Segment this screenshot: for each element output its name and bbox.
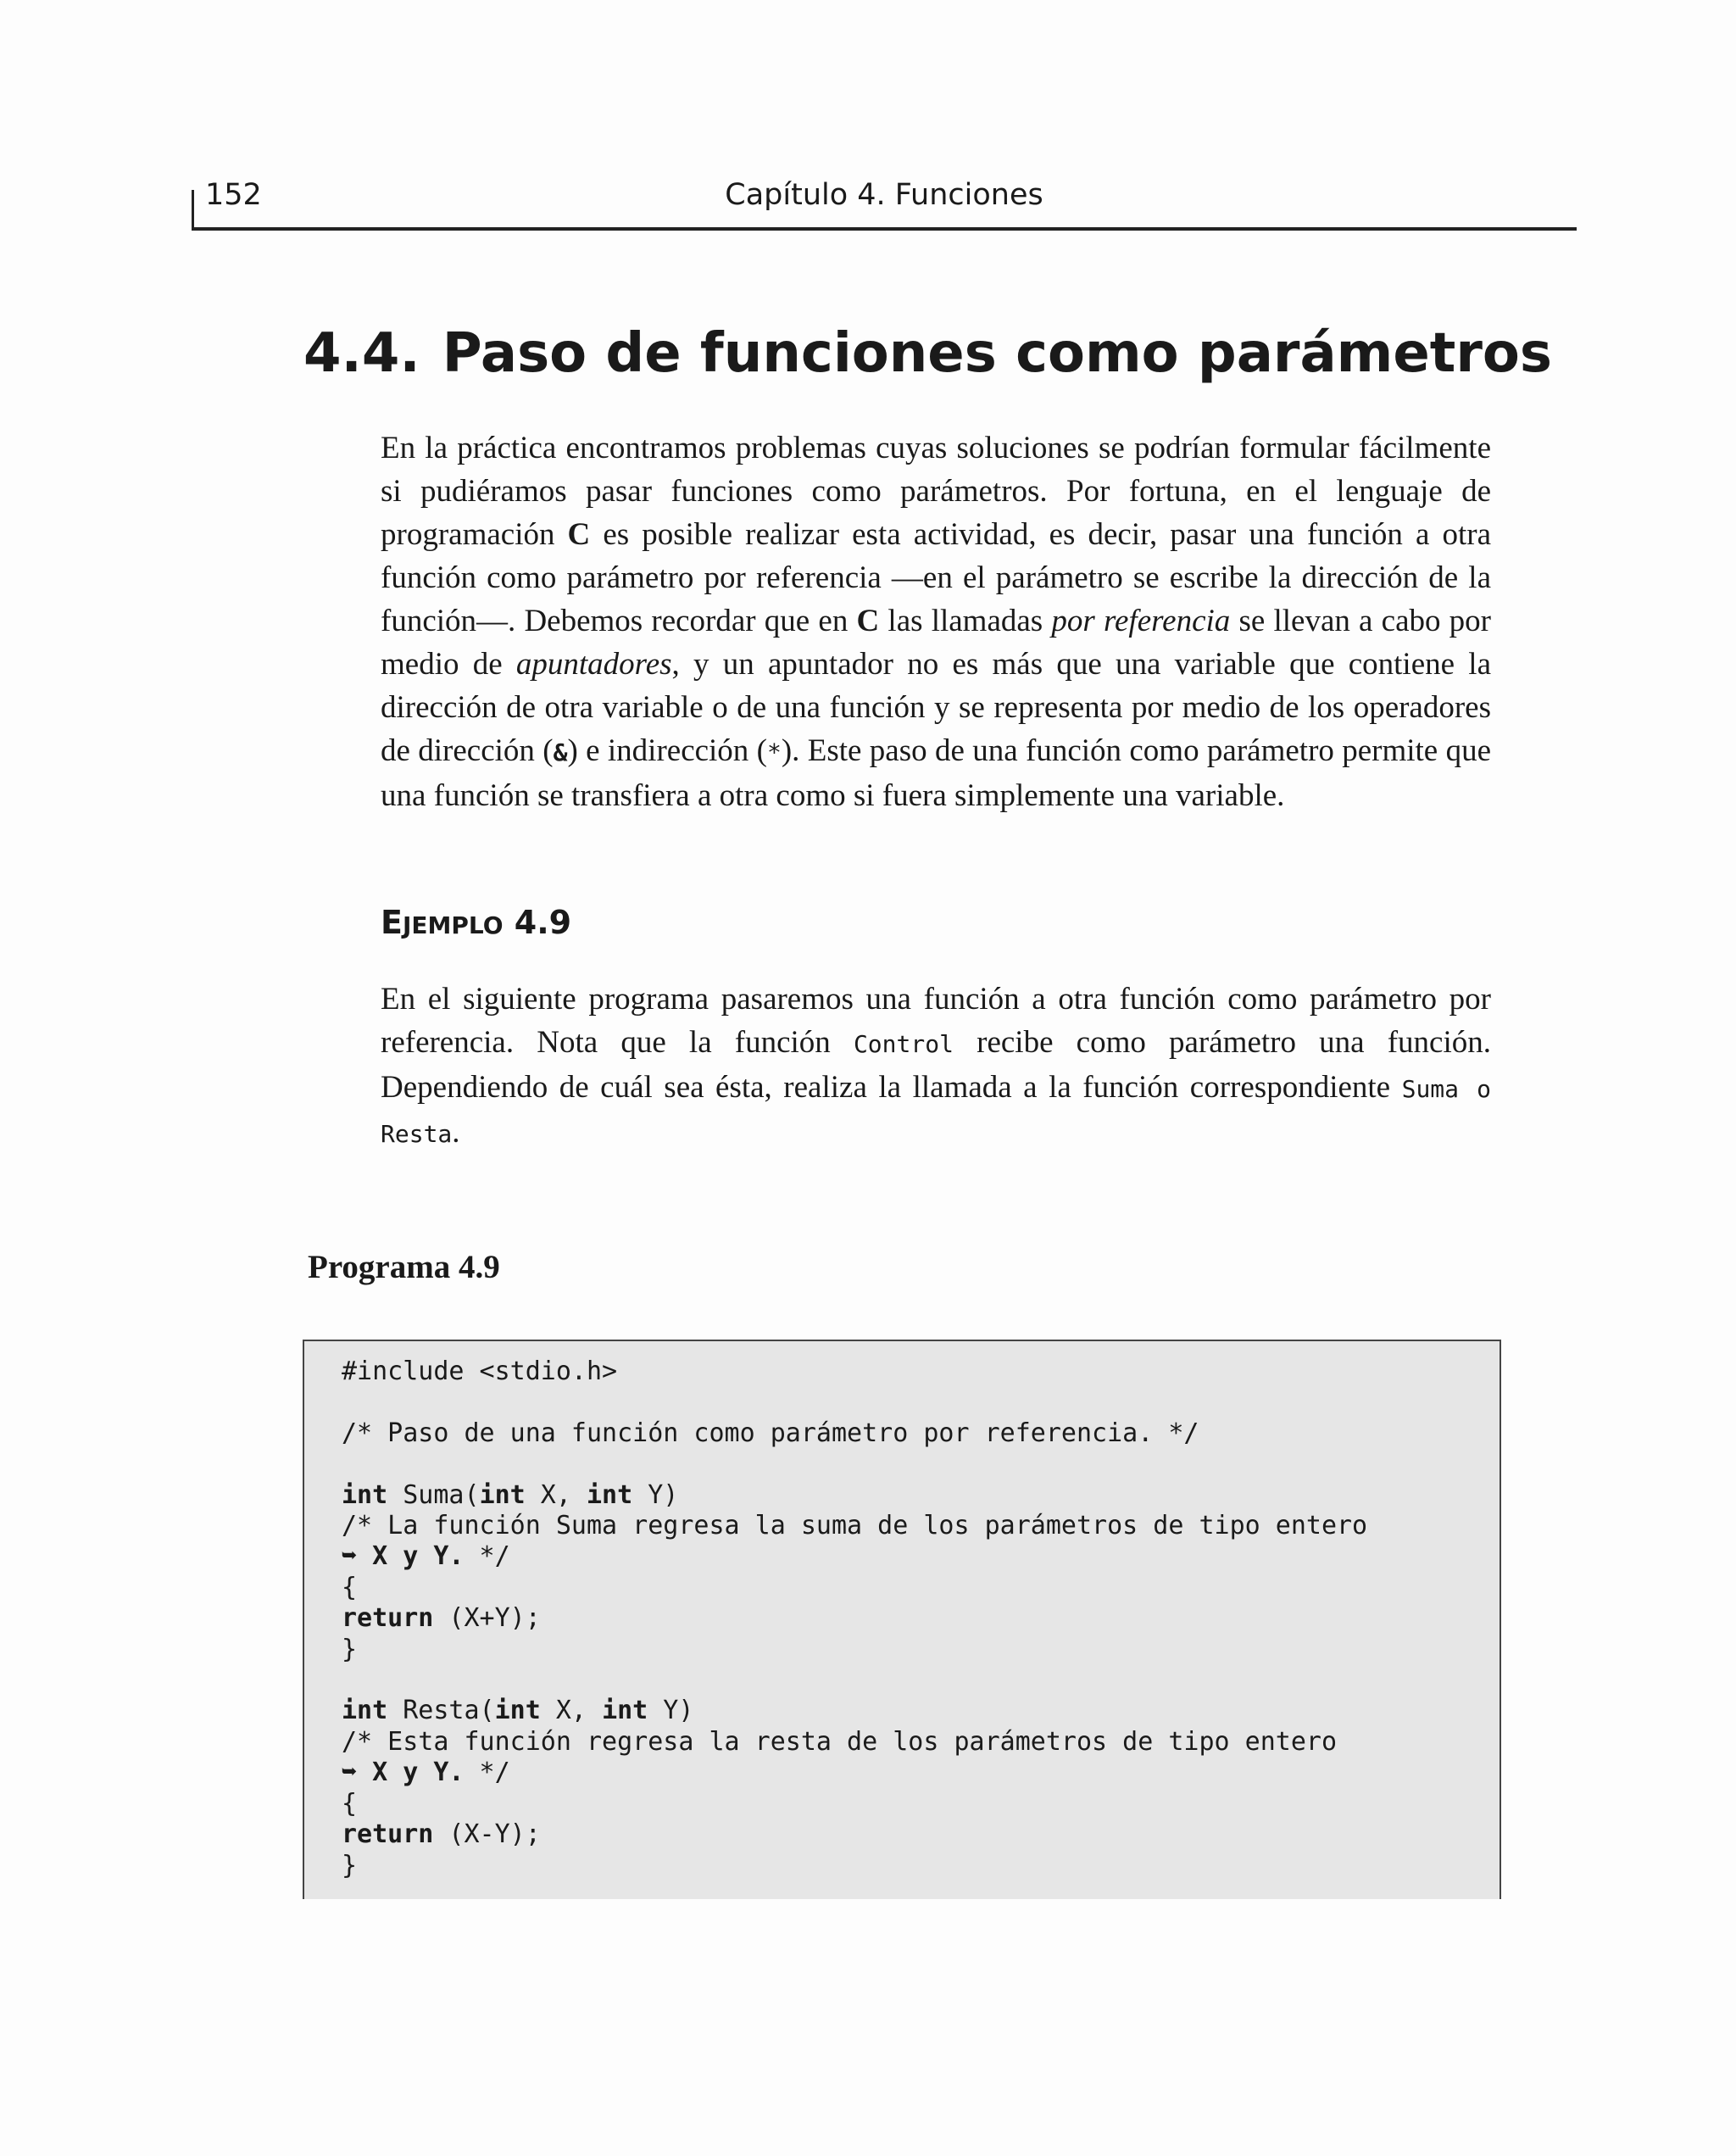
example-text: recibe como parámetro una función. Dependiendo de cuál sea ésta, realiza la llamada a la función correspondiente: [381, 1025, 1491, 1105]
intro-text: las llamadas: [879, 604, 1052, 638]
intro-text: se llevan a cabo por medio de: [381, 604, 1491, 682]
inline-code: Suma: [1401, 1075, 1460, 1103]
code-keyword: return: [342, 1819, 434, 1850]
example-heading: [381, 904, 571, 941]
code-line: {: [342, 1788, 358, 1819]
chapter-title: Capítulo 4. Funciones: [725, 178, 1043, 212]
code-keyword: int: [342, 1696, 388, 1726]
example-text: .: [452, 1115, 460, 1150]
code-line: {: [342, 1572, 358, 1602]
code-comment: X y Y.: [357, 1758, 465, 1788]
code-keyword: return: [342, 1603, 434, 1634]
example-paragraph: [381, 978, 1491, 1156]
code-keyword: int: [342, 1479, 388, 1510]
code-line: (X+Y);: [433, 1603, 541, 1634]
code-comment: /* Esta función regresa la resta de los parámetros de tipo entero: [342, 1726, 1337, 1757]
code-line: Y): [632, 1479, 679, 1510]
example-number: 4.9: [514, 904, 572, 941]
intro-text: En la práctica encontramos problemas cuyas soluciones se podrían formular fácilmente si pudiéramos pasar funciones como parámetros. Por fortuna, en el lenguaje de programación: [381, 431, 1491, 552]
code-line: X,: [525, 1479, 587, 1510]
example-text: En el siguiente programa pasaremos una función a otra función como parámetro por referencia. Nota que la función: [381, 982, 1491, 1060]
intro-text: es posible realizar esta actividad, es decir, pasar una función a otra función como parámetro por referencia —en el parámetro se escribe la dirección de la función—. Debemos recordar que en: [381, 517, 1491, 638]
code-comment: X y Y.: [357, 1541, 465, 1572]
example-label-initial: E: [381, 904, 403, 941]
page-number: 152: [205, 178, 262, 212]
code-comment: */: [464, 1541, 510, 1572]
code-line: (X-Y);: [433, 1819, 541, 1850]
code-line: X,: [540, 1696, 603, 1726]
address-operator: &: [553, 738, 568, 766]
section-heading: [303, 322, 1552, 385]
code-line: Y): [648, 1696, 694, 1726]
code-comment: /* La función Suma regresa la suma de los parámetros de tipo entero: [342, 1511, 1368, 1541]
running-header: [192, 153, 1577, 231]
code-keyword: int: [494, 1696, 541, 1726]
code-line: #include <stdio.h>: [342, 1357, 618, 1386]
code-line: Resta(: [387, 1696, 495, 1726]
intro-text: , y un apuntador no es más que una variable que contiene la dirección de otra variable o de una función y se representa por medio de los operadores de dirección (: [381, 647, 1491, 768]
language-name: C: [567, 517, 591, 552]
code-block: [342, 1357, 1367, 1881]
line-continuation-arrow-icon: ➥: [342, 1541, 358, 1572]
line-continuation-arrow-icon: ➥: [342, 1758, 358, 1788]
code-keyword: int: [587, 1479, 633, 1510]
code-comment: /* Paso de una función como parámetro por referencia. */: [342, 1418, 1199, 1448]
program-title: Programa 4.9: [308, 1249, 500, 1285]
inline-code: Resta: [381, 1120, 453, 1148]
code-listing: [303, 1340, 1501, 1899]
example-label-rest: JEMPLO: [402, 911, 504, 939]
language-name: C: [856, 604, 880, 638]
example-text: o: [1459, 1075, 1491, 1103]
emphasis-term: por referencia: [1051, 604, 1231, 638]
inline-code: Control: [853, 1030, 954, 1058]
code-keyword: int: [479, 1479, 526, 1510]
code-comment: */: [464, 1758, 510, 1788]
header-rule: [192, 227, 1577, 231]
section-title-text: Paso de funciones como parámetros: [442, 322, 1552, 385]
intro-text: ). Este paso de una función como parámetro permite que una función se transfiera a otra como si fuera simplemente una variable.: [381, 733, 1491, 813]
intro-text: ) e indirección (: [567, 733, 767, 768]
code-line: }: [342, 1850, 358, 1880]
code-keyword: int: [602, 1696, 648, 1726]
code-line: }: [342, 1634, 358, 1664]
indirection-operator: *: [766, 738, 782, 766]
section-number: 4.4.: [303, 322, 420, 385]
intro-paragraph: [381, 426, 1491, 817]
emphasis-term: apuntadores: [515, 647, 672, 682]
code-line: Suma(: [387, 1479, 480, 1510]
